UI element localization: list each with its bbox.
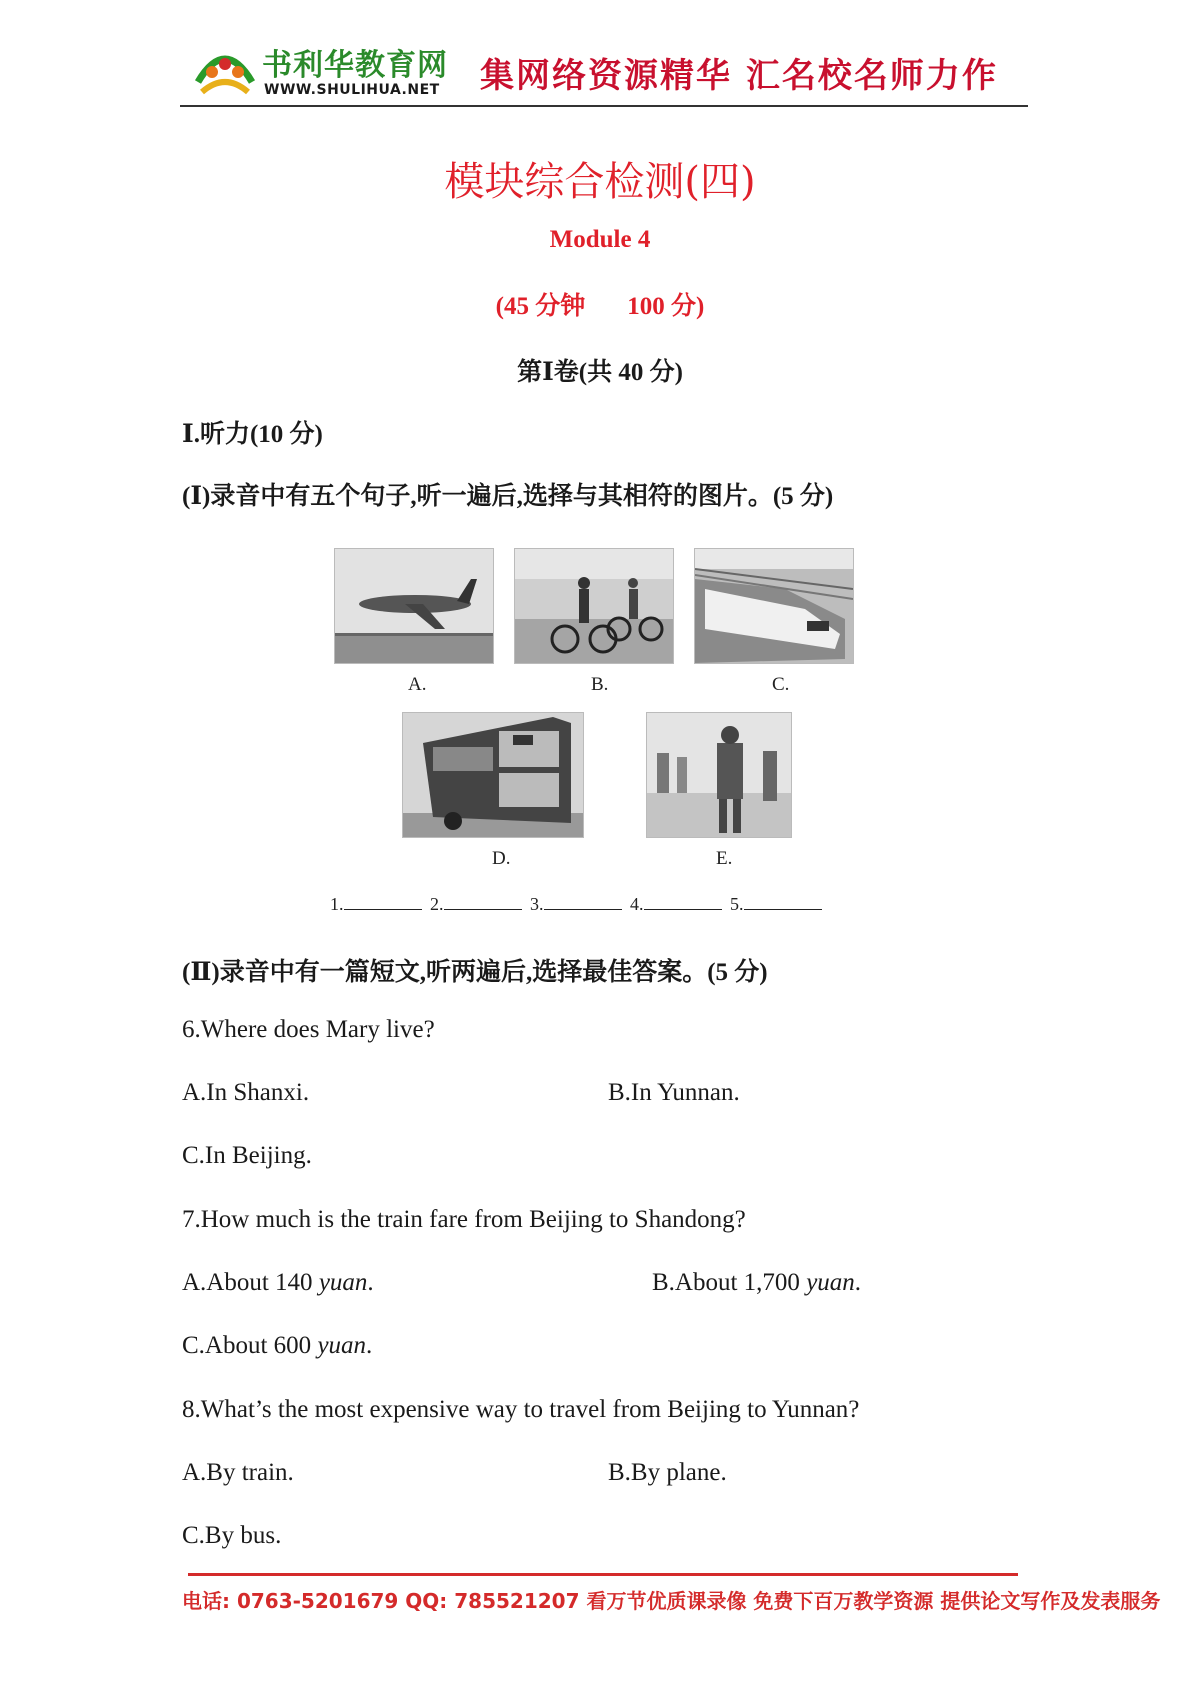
question-8-stem: 8.What’s the most expensive way to travel from Beijing to Yunnan? (182, 1396, 860, 1423)
question-8-option-b: B.By plane. (608, 1459, 727, 1486)
picture-maglev-train (694, 548, 854, 664)
exam-time: (45 分钟 (495, 293, 586, 320)
picture-cyclists (514, 548, 674, 664)
picture-label-d: D. (492, 848, 511, 869)
blank-label: 5. (730, 894, 744, 914)
question-7-option-c (182, 1332, 372, 1360)
logo-url: WWW.SHULIHUA.NET (264, 82, 440, 98)
question-6-option-b: B.In Yunnan. (608, 1079, 740, 1106)
answer-blanks (330, 893, 826, 915)
option-unit: yuan (317, 1332, 367, 1359)
header-slogan: 集网络资源精华 汇名校名师力作 (480, 56, 998, 96)
option-text: B.About 1,700 (652, 1269, 807, 1296)
picture-people-walking (646, 712, 792, 838)
question-7-option-b (652, 1269, 861, 1297)
blank-label: 3. (530, 894, 544, 914)
answer-blank-5[interactable] (744, 893, 822, 910)
picture-label-b: B. (591, 674, 609, 695)
option-text: C.About 600 (182, 1332, 318, 1359)
picture-double-decker-bus (402, 712, 584, 838)
subsection-1-instructions: (Ⅰ)录音中有五个句子,听一遍后,选择与其相符的图片。(5 分) (182, 483, 834, 510)
option-end: . (854, 1269, 862, 1296)
picture-airplane (334, 548, 494, 664)
answer-blank-1[interactable] (344, 893, 422, 910)
module-title: Module 4 (549, 226, 651, 253)
blank-label: 2. (430, 894, 444, 914)
question-6-option-c: C.In Beijing. (182, 1142, 312, 1169)
question-8-option-c: C.By bus. (182, 1522, 282, 1549)
answer-blank-2[interactable] (444, 893, 522, 910)
site-header (180, 36, 1028, 110)
question-7-stem: 7.How much is the train fare from Beijing to Shandong? (182, 1206, 746, 1233)
picture-label-c: C. (772, 674, 790, 695)
option-unit: yuan (806, 1269, 855, 1296)
blank-label: 4. (630, 894, 644, 914)
question-7-option-a (182, 1269, 374, 1297)
answer-blank-4[interactable] (644, 893, 722, 910)
question-8-option-a: A.By train. (182, 1459, 294, 1486)
subsection-2-instructions: (Ⅱ)录音中有一篇短文,听两遍后,选择最佳答案。(5 分) (182, 959, 768, 986)
question-6-stem: 6.Where does Mary live? (182, 1016, 435, 1043)
answer-blank-3[interactable] (544, 893, 622, 910)
exam-score: 100 分) (627, 293, 705, 320)
picture-label-a: A. (408, 674, 427, 695)
picture-label-e: E. (716, 848, 733, 869)
option-unit: yuan (318, 1269, 368, 1296)
option-end: . (367, 1269, 374, 1296)
blank-label: 1. (330, 894, 344, 914)
page-title: 模块综合检测(四) (444, 159, 756, 205)
option-end: . (366, 1332, 373, 1359)
part-heading: Ⅰ.听力(10 分) (182, 421, 323, 448)
logo-text: 书利华教育网 (262, 48, 448, 83)
exam-time-score (0, 286, 1200, 322)
logo-icon (194, 42, 256, 100)
question-6-option-a: A.In Shanxi. (182, 1079, 310, 1106)
section-title: 第Ⅰ卷(共 40 分) (517, 359, 683, 386)
footer-divider (188, 1573, 1018, 1576)
header-divider (180, 105, 1028, 107)
option-text: A.About 140 (182, 1269, 319, 1296)
footer-contact: 电话: 0763-5201679 QQ: 785521207 看万节优质课录像 免费下百万教学资源 提供论文写作及发表服务 (182, 1589, 1161, 1613)
